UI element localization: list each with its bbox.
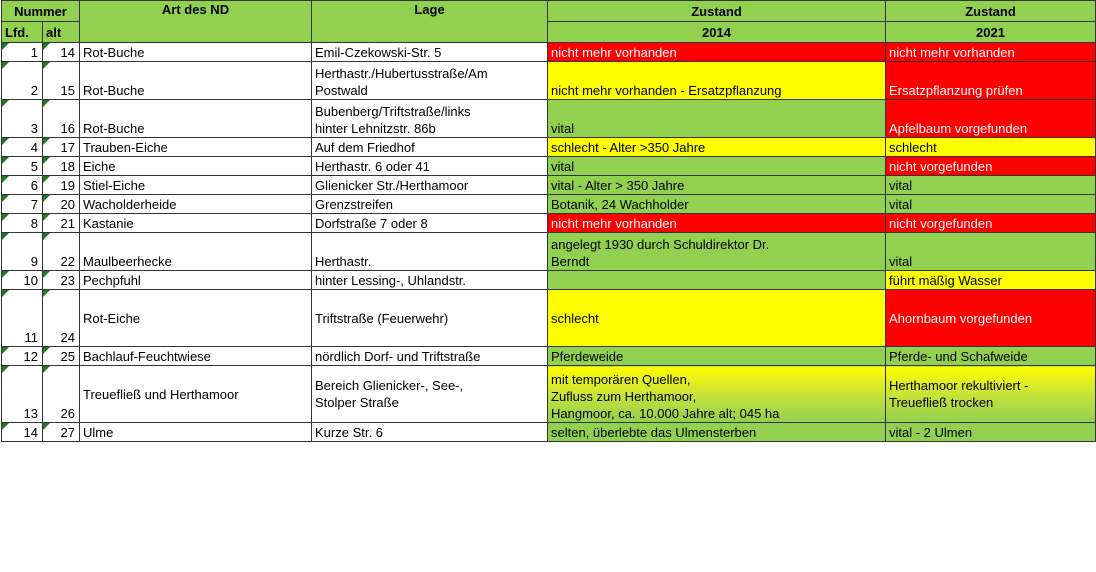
- cell-zustand-2021-line: nicht vorgefunden: [889, 159, 993, 174]
- cell-zustand-2014-line: angelegt 1930 durch Schuldirektor Dr.: [551, 237, 770, 252]
- header-zustand-2014: Zustand: [548, 1, 886, 22]
- cell-lage: [312, 214, 548, 233]
- cell-lage: [312, 62, 548, 100]
- cell-alt-text: 23: [60, 273, 75, 288]
- cell-lfd: [2, 271, 43, 290]
- cell-alt-text: 21: [60, 216, 75, 231]
- comment-marker: [43, 271, 50, 278]
- cell-lage-line: Auf dem Friedhof: [315, 140, 415, 155]
- cell-alt-text: 26: [60, 406, 75, 421]
- table-row: [2, 176, 1096, 195]
- cell-lage-line: hinter Lehnitzstr. 86b: [315, 121, 436, 136]
- cell-lage: [312, 138, 548, 157]
- cell-lfd: [2, 138, 43, 157]
- cell-alt-text: 19: [60, 178, 75, 193]
- cell-zustand-2021-line: Pferde- und Schafweide: [889, 349, 1028, 364]
- cell-lfd-text: 13: [23, 406, 38, 421]
- cell-art-text: Rot-Buche: [83, 83, 145, 98]
- cell-lfd-text: 11: [24, 330, 38, 345]
- table-row: [2, 233, 1096, 271]
- cell-zustand-2021-line: nicht mehr vorhanden: [889, 45, 1015, 60]
- cell-zustand-2014: [548, 195, 886, 214]
- cell-zustand-2014-line: schlecht: [551, 310, 599, 326]
- cell-lage: [312, 176, 548, 195]
- cell-zustand-2014-line: Botanik, 24 Wachholder: [551, 197, 689, 212]
- comment-marker: [43, 62, 50, 69]
- comment-marker: [2, 43, 9, 50]
- cell-art: [80, 62, 312, 100]
- cell-lage: [312, 100, 548, 138]
- cell-zustand-2021-line: Herthamoor rekultiviert -: [889, 378, 1029, 393]
- cell-art: [80, 423, 312, 442]
- cell-zustand-2021: [886, 347, 1096, 366]
- cell-alt: [43, 138, 80, 157]
- header-zustand-2021: Zustand: [886, 1, 1096, 22]
- cell-alt: [43, 290, 80, 347]
- cell-lfd-text: 6: [30, 178, 38, 193]
- cell-lfd: [2, 423, 43, 442]
- cell-art-text: Trauben-Eiche: [83, 140, 168, 155]
- cell-lfd-text: 7: [30, 197, 38, 212]
- table-row: [2, 43, 1096, 62]
- cell-art-text: Rot-Eiche: [83, 310, 141, 326]
- cell-zustand-2014: [548, 176, 886, 195]
- cell-lfd: [2, 62, 43, 100]
- comment-marker: [2, 176, 9, 183]
- cell-zustand-2021: [886, 214, 1096, 233]
- cell-alt-text: 25: [60, 349, 75, 364]
- comment-marker: [2, 62, 9, 69]
- cell-zustand-2021-line: Ersatzpflanzung prüfen: [889, 83, 1023, 98]
- cell-lage: [312, 271, 548, 290]
- cell-lage-line: Kurze Str. 6: [315, 425, 383, 440]
- cell-lage-line: Herthastr./Hubertusstraße/Am: [315, 66, 488, 81]
- cell-zustand-2014: [548, 100, 886, 138]
- cell-art-text: Maulbeerhecke: [83, 254, 172, 269]
- table-row: [2, 62, 1096, 100]
- comment-marker: [2, 138, 9, 145]
- cell-zustand-2021: [886, 176, 1096, 195]
- cell-zustand-2021-line: vital: [889, 197, 913, 212]
- cell-art-text: Wacholderheide: [83, 197, 177, 212]
- cell-zustand-2014: [548, 347, 886, 366]
- cell-zustand-2021-line: vital: [889, 178, 913, 193]
- cell-lfd-text: 10: [23, 273, 38, 288]
- cell-zustand-2014: [548, 157, 886, 176]
- cell-art-text: Kastanie: [83, 216, 134, 231]
- cell-zustand-2021-line: vital: [889, 254, 913, 269]
- cell-lfd: [2, 195, 43, 214]
- cell-alt-text: 20: [60, 197, 75, 212]
- cell-zustand-2014-line: vital: [551, 159, 575, 174]
- table-row: [2, 100, 1096, 138]
- cell-lage: [312, 290, 548, 347]
- cell-art-text: Bachlauf-Feuchtwiese: [83, 349, 211, 364]
- cell-art-text: Ulme: [83, 425, 114, 440]
- cell-alt: [43, 176, 80, 195]
- comment-marker: [2, 233, 9, 240]
- cell-zustand-2014-line: selten, überlebte das Ulmensterben: [551, 425, 757, 440]
- cell-zustand-2021: [886, 157, 1096, 176]
- cell-zustand-2021-line: Treuefließ trocken: [889, 395, 994, 410]
- cell-lage-line: hinter Lessing-, Uhlandstr.: [315, 273, 467, 288]
- comment-marker: [43, 176, 50, 183]
- cell-zustand-2014-line: Pferdeweide: [551, 349, 624, 364]
- cell-zustand-2014: [548, 43, 886, 62]
- cell-art: [80, 176, 312, 195]
- comment-marker: [43, 195, 50, 202]
- table-row: [2, 347, 1096, 366]
- cell-art: [80, 100, 312, 138]
- natural-monuments-table: [1, 0, 1096, 442]
- comment-marker: [2, 214, 9, 221]
- cell-alt: [43, 233, 80, 271]
- cell-alt-text: 24: [60, 330, 75, 345]
- cell-lfd: [2, 176, 43, 195]
- cell-alt: [43, 423, 80, 442]
- cell-art: [80, 347, 312, 366]
- cell-alt: [43, 157, 80, 176]
- table-row: [2, 366, 1096, 423]
- cell-lfd: [2, 157, 43, 176]
- cell-alt: [43, 43, 80, 62]
- header-art: Art des ND: [80, 1, 312, 43]
- cell-alt-text: 22: [60, 254, 75, 269]
- comment-marker: [43, 290, 50, 297]
- cell-alt: [43, 100, 80, 138]
- cell-zustand-2014-line: vital: [551, 121, 575, 136]
- table-row: [2, 290, 1096, 347]
- cell-zustand-2014-line: Zufluss zum Herthamoor,: [551, 389, 697, 404]
- cell-zustand-2021-line: Ahornbaum vorgefunden: [889, 310, 1033, 326]
- table-row: [2, 214, 1096, 233]
- cell-alt-text: 14: [60, 45, 75, 60]
- cell-lfd: [2, 290, 43, 347]
- cell-art: [80, 43, 312, 62]
- comment-marker: [43, 233, 50, 240]
- cell-lage: [312, 423, 548, 442]
- comment-marker: [43, 138, 50, 145]
- cell-lfd-text: 14: [23, 425, 38, 440]
- cell-art: [80, 195, 312, 214]
- cell-alt: [43, 366, 80, 423]
- cell-lage-line: Stolper Straße: [315, 395, 399, 410]
- cell-zustand-2014-line: mit temporären Quellen,: [551, 372, 691, 387]
- cell-zustand-2014: [548, 290, 886, 347]
- comment-marker: [2, 271, 9, 278]
- cell-zustand-2021: [886, 62, 1096, 100]
- cell-art: [80, 233, 312, 271]
- cell-zustand-2021: [886, 195, 1096, 214]
- table-row: [2, 423, 1096, 442]
- cell-zustand-2021: [886, 271, 1096, 290]
- cell-art: [80, 214, 312, 233]
- cell-zustand-2014-line: vital - Alter > 350 Jahre: [551, 178, 685, 193]
- cell-art: [80, 138, 312, 157]
- header-alt: alt: [43, 22, 80, 43]
- cell-lage-line: Emil-Czekowski-Str. 5: [315, 45, 442, 60]
- cell-art-text: Rot-Buche: [83, 45, 145, 60]
- cell-alt: [43, 62, 80, 100]
- cell-lfd-text: 5: [30, 159, 38, 174]
- comment-marker: [43, 347, 50, 354]
- comment-marker: [2, 423, 9, 430]
- cell-alt: [43, 214, 80, 233]
- cell-art-text: Pechpfuhl: [83, 273, 141, 288]
- cell-lage-line: Bereich Glienicker-, See-,: [315, 378, 464, 393]
- cell-lfd-text: 4: [30, 140, 38, 155]
- cell-zustand-2021-line: führt mäßig Wasser: [889, 273, 1002, 288]
- cell-lage: [312, 195, 548, 214]
- cell-lage-line: Herthastr. 6 oder 41: [315, 159, 430, 174]
- cell-lage: [312, 157, 548, 176]
- cell-zustand-2014: [548, 233, 886, 271]
- cell-zustand-2014: [548, 214, 886, 233]
- cell-zustand-2021-line: schlecht: [889, 140, 937, 155]
- cell-zustand-2021-line: nicht vorgefunden: [889, 216, 993, 231]
- cell-zustand-2021: [886, 138, 1096, 157]
- comment-marker: [43, 43, 50, 50]
- cell-lfd: [2, 100, 43, 138]
- cell-lage-line: Bubenberg/Triftstraße/links: [315, 104, 471, 119]
- cell-lfd: [2, 43, 43, 62]
- cell-lage: [312, 233, 548, 271]
- cell-zustand-2021: [886, 290, 1096, 347]
- cell-art: [80, 290, 312, 347]
- cell-art-text: Stiel-Eiche: [83, 178, 146, 193]
- header-lfd: Lfd.: [2, 22, 43, 43]
- header-nummer: Nummer: [2, 1, 80, 22]
- comment-marker: [2, 195, 9, 202]
- cell-art-text: Rot-Buche: [83, 121, 145, 136]
- cell-art-text: Treuefließ und Herthamoor: [83, 386, 239, 402]
- table-row: [2, 157, 1096, 176]
- cell-alt: [43, 195, 80, 214]
- cell-zustand-2014: [548, 423, 886, 442]
- cell-lage: [312, 43, 548, 62]
- comment-marker: [2, 347, 9, 354]
- cell-zustand-2021: [886, 43, 1096, 62]
- header-year-2021: 2021: [886, 22, 1096, 43]
- cell-zustand-2021-line: Apfelbaum vorgefunden: [889, 121, 1028, 136]
- cell-zustand-2014-line: schlecht - Alter >350 Jahre: [551, 140, 706, 155]
- comment-marker: [2, 366, 9, 373]
- cell-lage-line: Postwald: [315, 83, 368, 98]
- cell-lage-line: Dorfstraße 7 oder 8: [315, 216, 428, 231]
- table-row: [2, 271, 1096, 290]
- cell-art-text: Eiche: [83, 159, 116, 174]
- cell-lfd-text: 8: [30, 216, 38, 231]
- cell-lfd-text: 2: [30, 83, 38, 98]
- cell-lfd: [2, 214, 43, 233]
- cell-zustand-2021: [886, 423, 1096, 442]
- cell-zustand-2014: [548, 62, 886, 100]
- header-lage: Lage: [312, 1, 548, 43]
- cell-zustand-2014: [548, 366, 886, 423]
- comment-marker: [43, 366, 50, 373]
- cell-alt-text: 27: [60, 425, 75, 440]
- cell-alt-text: 18: [60, 159, 75, 174]
- cell-lfd: [2, 233, 43, 271]
- comment-marker: [43, 100, 50, 107]
- comment-marker: [43, 423, 50, 430]
- cell-lage: [312, 366, 548, 423]
- cell-lage: [312, 347, 548, 366]
- cell-lage-line: Glienicker Str./Herthamoor: [315, 178, 469, 193]
- cell-lfd-text: 3: [30, 121, 38, 136]
- cell-zustand-2021: [886, 366, 1096, 423]
- comment-marker: [43, 157, 50, 164]
- cell-lage-line: Herthastr.: [315, 254, 372, 269]
- cell-alt-text: 17: [60, 140, 75, 155]
- table-row: [2, 195, 1096, 214]
- cell-lfd: [2, 347, 43, 366]
- cell-lfd: [2, 366, 43, 423]
- cell-zustand-2021: [886, 100, 1096, 138]
- cell-lage-line: Triftstraße (Feuerwehr): [315, 310, 449, 326]
- cell-zustand-2021: [886, 233, 1096, 271]
- cell-lage-line: nördlich Dorf- und Triftstraße: [315, 349, 481, 364]
- cell-art: [80, 157, 312, 176]
- cell-alt-text: 15: [60, 83, 75, 98]
- cell-zustand-2014: [548, 271, 886, 290]
- comment-marker: [2, 100, 9, 107]
- comment-marker: [2, 290, 9, 297]
- cell-zustand-2021-line: vital - 2 Ulmen: [889, 425, 973, 440]
- cell-zustand-2014-line: nicht mehr vorhanden: [551, 45, 677, 60]
- table-row: [2, 138, 1096, 157]
- cell-zustand-2014: [548, 138, 886, 157]
- cell-lage-line: Grenzstreifen: [315, 197, 394, 212]
- cell-zustand-2014-line: Berndt: [551, 254, 590, 269]
- cell-lfd-text: 12: [23, 349, 38, 364]
- cell-alt-text: 16: [60, 121, 75, 136]
- comment-marker: [2, 157, 9, 164]
- comment-marker: [43, 214, 50, 221]
- cell-zustand-2014-line: nicht mehr vorhanden - Ersatzpflanzung: [551, 83, 782, 98]
- cell-art: [80, 366, 312, 423]
- cell-alt: [43, 347, 80, 366]
- cell-lfd-text: 9: [30, 254, 38, 269]
- header-year-2014: 2014: [548, 22, 886, 43]
- cell-art: [80, 271, 312, 290]
- cell-lfd-text: 1: [30, 45, 38, 60]
- cell-zustand-2014-line: nicht mehr vorhanden: [551, 216, 677, 231]
- cell-alt: [43, 271, 80, 290]
- cell-zustand-2014-line: Hangmoor, ca. 10.000 Jahre alt; 045 ha: [551, 406, 780, 421]
